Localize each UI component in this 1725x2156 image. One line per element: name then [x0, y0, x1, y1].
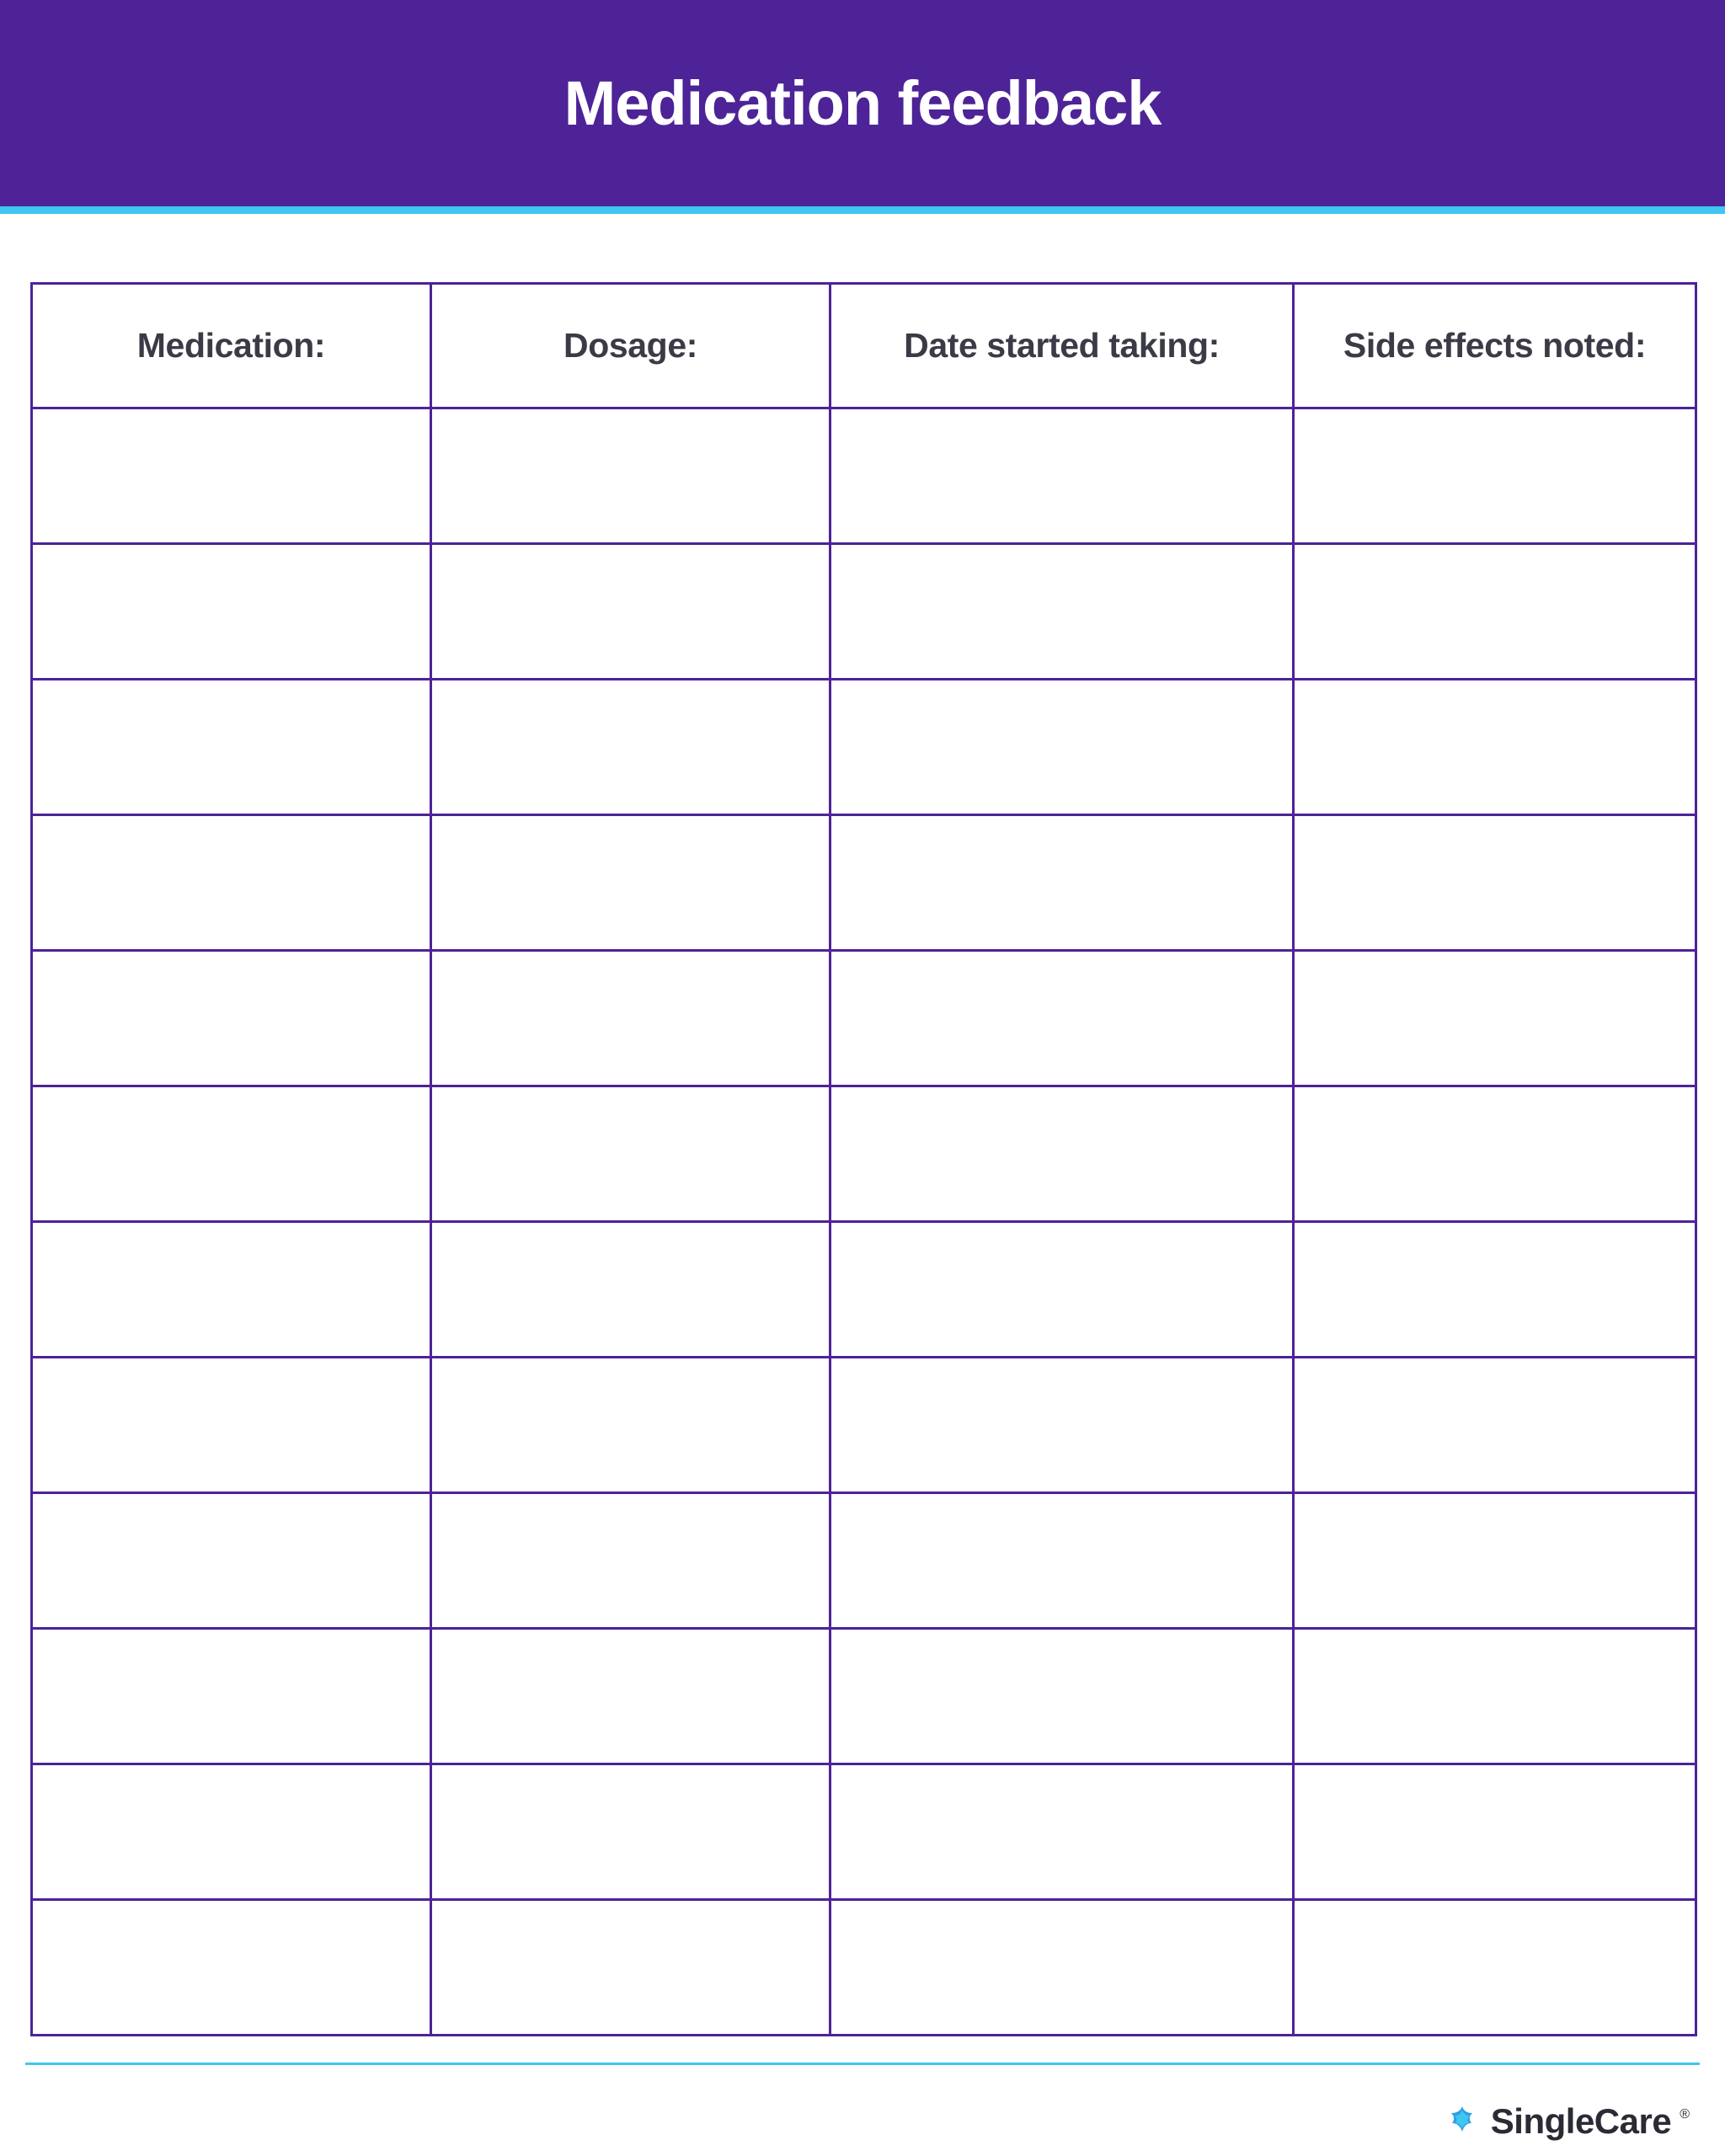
table-header-row-group — [32, 284, 1696, 408]
table-row — [32, 680, 1696, 815]
cell-date-started[interactable] — [830, 544, 1294, 680]
cell-date-started[interactable] — [830, 1493, 1294, 1629]
cell-side-effects[interactable] — [1294, 1900, 1696, 2036]
cell-side-effects[interactable] — [1294, 951, 1696, 1086]
cell-medication[interactable] — [32, 1358, 431, 1493]
trademark-symbol: ® — [1680, 2107, 1690, 2121]
table-row — [32, 1900, 1696, 2036]
cell-dosage[interactable] — [431, 680, 830, 815]
cell-side-effects[interactable] — [1294, 1086, 1696, 1222]
cell-medication[interactable] — [32, 815, 431, 951]
cell-dosage[interactable] — [431, 1493, 830, 1629]
cell-medication[interactable] — [32, 544, 431, 680]
cell-side-effects[interactable] — [1294, 1358, 1696, 1493]
cell-side-effects[interactable] — [1294, 815, 1696, 951]
cell-medication[interactable] — [32, 1764, 431, 1900]
cell-medication[interactable] — [32, 951, 431, 1086]
cell-side-effects[interactable] — [1294, 544, 1696, 680]
footer-accent-rule — [25, 2063, 1700, 2065]
cell-side-effects[interactable] — [1294, 1629, 1696, 1764]
cell-medication[interactable] — [32, 1629, 431, 1764]
cell-date-started[interactable] — [830, 1900, 1294, 2036]
cell-date-started[interactable] — [830, 680, 1294, 815]
cell-date-started[interactable] — [830, 1358, 1294, 1493]
table-row — [32, 951, 1696, 1086]
cell-medication[interactable] — [32, 1900, 431, 2036]
cell-dosage[interactable] — [431, 1629, 830, 1764]
page-title: Medication feedback — [563, 67, 1162, 138]
cell-dosage[interactable] — [431, 544, 830, 680]
cell-side-effects[interactable] — [1294, 680, 1696, 815]
singlecare-cross-icon — [1445, 2105, 1479, 2138]
footer-brand — [1445, 2101, 1690, 2141]
cell-dosage[interactable] — [431, 815, 830, 951]
table-body — [32, 408, 1696, 2036]
cell-medication[interactable] — [32, 1493, 431, 1629]
table-row — [32, 815, 1696, 951]
table-row — [32, 1629, 1696, 1764]
cell-dosage[interactable] — [431, 408, 830, 544]
table-row — [32, 1358, 1696, 1493]
medication-table — [30, 282, 1697, 2036]
cell-date-started[interactable] — [830, 1086, 1294, 1222]
table-row — [32, 1493, 1696, 1629]
cell-medication[interactable] — [32, 408, 431, 544]
table-row — [32, 1222, 1696, 1358]
cell-side-effects[interactable] — [1294, 1493, 1696, 1629]
cell-date-started[interactable] — [830, 1629, 1294, 1764]
table-row — [32, 408, 1696, 544]
cell-date-started[interactable] — [830, 951, 1294, 1086]
cell-side-effects[interactable] — [1294, 408, 1696, 544]
cell-dosage[interactable] — [431, 1358, 830, 1493]
cell-dosage[interactable] — [431, 1764, 830, 1900]
cell-side-effects[interactable] — [1294, 1222, 1696, 1358]
cell-date-started[interactable] — [830, 1222, 1294, 1358]
cell-dosage[interactable] — [431, 1222, 830, 1358]
table-row — [32, 544, 1696, 680]
cell-side-effects[interactable] — [1294, 1764, 1696, 1900]
medication-table-container — [30, 282, 1695, 2036]
cell-dosage[interactable] — [431, 951, 830, 1086]
column-header-dosage: Dosage: — [431, 284, 830, 408]
cell-medication[interactable] — [32, 680, 431, 815]
cell-date-started[interactable] — [830, 815, 1294, 951]
brand-name: SingleCare — [1490, 2101, 1672, 2141]
cell-medication[interactable] — [32, 1086, 431, 1222]
column-header-medication: Medication: — [32, 284, 431, 408]
table-header-row — [32, 284, 1696, 408]
cell-medication[interactable] — [32, 1222, 431, 1358]
page-header — [0, 0, 1725, 206]
cell-date-started[interactable] — [830, 1764, 1294, 1900]
table-row — [32, 1086, 1696, 1222]
column-header-date-started: Date started taking: — [830, 284, 1294, 408]
table-row — [32, 1764, 1696, 1900]
cell-dosage[interactable] — [431, 1086, 830, 1222]
column-header-side-effects: Side effects noted: — [1294, 284, 1696, 408]
cell-dosage[interactable] — [431, 1900, 830, 2036]
cell-date-started[interactable] — [830, 408, 1294, 544]
header-accent-rule — [0, 206, 1725, 214]
